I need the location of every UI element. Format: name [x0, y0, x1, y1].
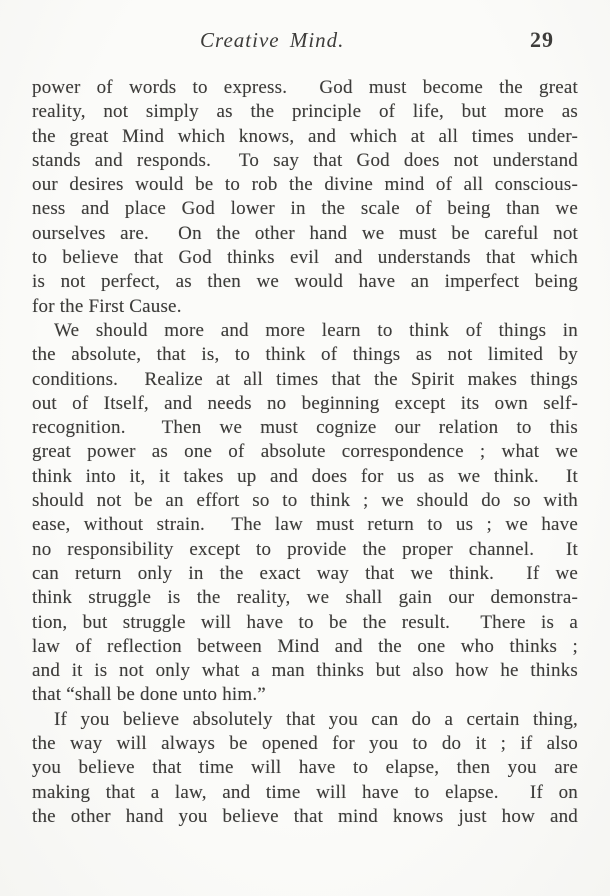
text-line: out of Itself, and needs no beginning except its own self- [32, 392, 578, 414]
text-line: you believe that time will have to elapse, then you are [32, 757, 578, 779]
text-line: ease, without strain. The law must return to us ; we have [32, 514, 578, 536]
text-line: should not be an effort so to think ; we should do so with [32, 490, 578, 512]
text-line: making that a law, and time will have to elapse. If on [32, 781, 578, 803]
text-line: the great Mind which knows, and which at all times under- [32, 125, 578, 147]
text-line: reality, not simply as the principle of life, but more as [32, 101, 578, 123]
text-line: the way will always be opened for you to do it ; if also [32, 733, 578, 755]
text-line: our desires would be to rob the divine mind of all conscious- [32, 174, 578, 196]
text-line: tion, but struggle will have to be the result. There is a [32, 611, 578, 633]
text-line: conditions. Realize at all times that the Spirit makes things [32, 368, 578, 390]
text-line: for the First Cause. [32, 295, 182, 317]
page-number: 29 [530, 27, 554, 52]
text-line: great power as one of absolute correspondence ; what we [32, 441, 578, 463]
body-text [32, 76, 578, 829]
page-title: Creative Mind. [200, 28, 345, 52]
text-line: stands and responds. To say that God does not understand [32, 149, 578, 171]
text-line: power of words to express. God must become the great [32, 77, 578, 98]
text-line: law of reflection between Mind and the one who thinks ; [32, 635, 578, 657]
paragraph [32, 708, 578, 829]
text-line: to believe that God thinks evil and understands that which [32, 247, 578, 269]
paragraph [32, 76, 578, 319]
text-line: the absolute, that is, to think of things as not limited by [32, 344, 578, 366]
text-line: that “shall be done unto him.” [32, 684, 266, 706]
text-line: ourselves are. On the other hand we must be careful not [32, 222, 578, 244]
text-line: no responsibility except to provide the proper channel. It [32, 538, 578, 560]
text-line: the other hand you believe that mind knows just how and [32, 805, 578, 827]
paragraph [32, 319, 578, 708]
text-line: recognition. Then we must cognize our relation to this [32, 417, 578, 439]
text-line: and it is not only what a man thinks but also how he thinks [32, 660, 578, 682]
text-line: can return only in the exact way that we think. If we [32, 562, 578, 584]
text-line: We should more and more learn to think of things in [54, 319, 578, 341]
text-line: ness and place God lower in the scale of being than we [32, 198, 578, 220]
text-line: think into it, it takes up and does for us as we think. It [32, 465, 578, 487]
text-line: is not perfect, as then we would have an imperfect being [32, 271, 578, 293]
running-header [32, 28, 578, 58]
text-line: think struggle is the reality, we shall gain our demonstra- [32, 587, 578, 609]
text-line: If you believe absolutely that you can do a certain thing, [54, 708, 578, 730]
